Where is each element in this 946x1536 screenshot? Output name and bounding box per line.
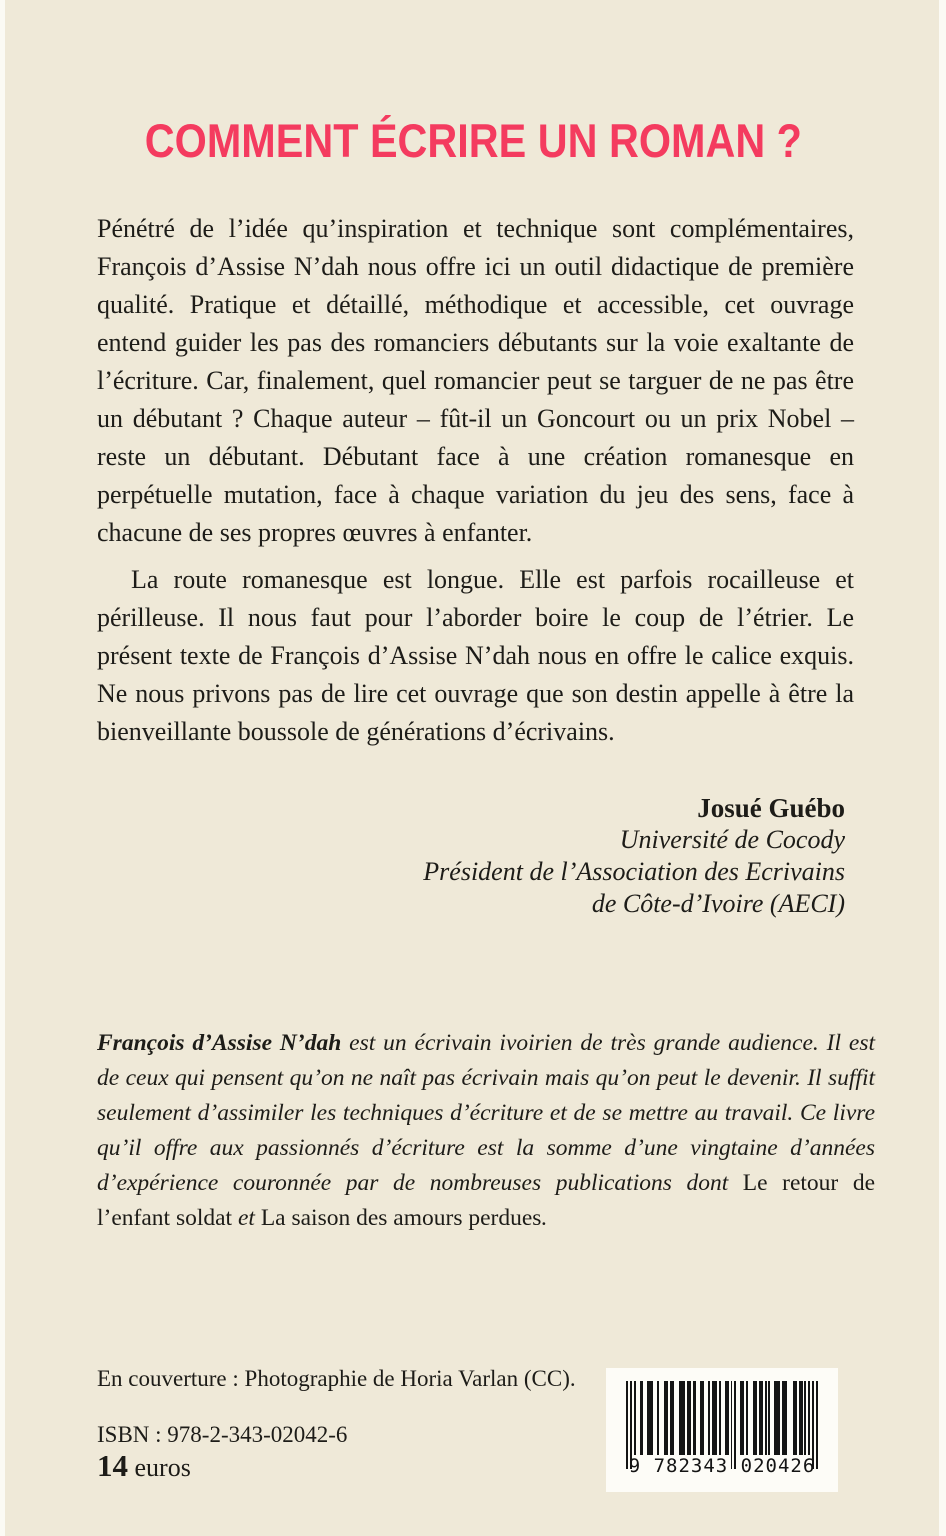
isbn-line: ISBN : 978-2-343-02042-6 [97, 1422, 348, 1447]
scan-edge-left [0, 0, 5, 1536]
signature-name: Josué Guébo [697, 793, 845, 823]
price-line [97, 1448, 191, 1484]
price-unit: euros [128, 1453, 191, 1482]
signature-affiliation-1: Université de Cocody [619, 825, 845, 854]
signature-block [225, 792, 845, 920]
barcode-number: 9 782343 020426 [628, 1455, 816, 1477]
blurb-paragraph-1: Pénétré de l’idée qu’inspiration et technique sont complémentaires, François d’Assise N’dah nous offre ici un outil didactique de première qualité. Pratique et détaillé, méthodique et accessible, cet ouvrage entend guider les pas des romanciers débutants sur la voie exaltante de l’écriture. Car, finalement, quel romancier peut se targuer de ne pas être un débutant ? Chaque auteur – fût-il un Goncourt ou un prix Nobel – reste un débutant. Débutant face à une création romanesque en perpétuelle mutation, face à chaque variation du jeu des sens, face à chacune de ses propres œuvres à enfanter. [97, 214, 854, 547]
price-amount: 14 [97, 1448, 128, 1483]
back-cover-blurb [97, 210, 854, 751]
book-title-text: COMMENT ÉCRIRE UN ROMAN ? [144, 114, 802, 168]
barcode [606, 1368, 838, 1492]
bio-conjunction: et [232, 1205, 261, 1231]
bio-text: est un écrivain ivoirien de très grande audience. Il est de ceux qui pensent qu’on ne naît pas écrivain mais qu’on peut le devenir. Il suffit seulement d’assimiler les techniques d’écriture et de se mettre au travail. Ce livre qu’il offre aux passionnés d’écriture est la somme d’une vingtaine d’années d’expérience couronnée par de nombreuses publications dont [97, 1030, 875, 1196]
book-title [0, 113, 946, 168]
book-work-1: Le retour de l’enfant soldat [97, 1170, 876, 1231]
author-bio [97, 1026, 875, 1236]
scan-edge-right [939, 0, 946, 1536]
signature-affiliation-3: de Côte-d’Ivoire (AECI) [591, 889, 845, 918]
signature-affiliation-2: Président de l’Association des Ecrivains [423, 857, 845, 886]
cover-photo-credit: En couverture : Photographie de Horia Varlan (CC). [97, 1366, 576, 1391]
book-work-2: La saison des amours perdues [260, 1205, 542, 1231]
bio-period: . [541, 1205, 548, 1231]
blurb-paragraph-2: La route romanesque est longue. Elle est parfois rocailleuse et périlleuse. Il nous faut pour l’aborder boire le coup de l’étrier. Le présent texte de François d’Assise N’dah nous en offre le calice exquis. Ne nous privons pas de lire cet ouvrage que son destin appelle à être la bienveillante boussole de générations d’écrivains. [97, 565, 854, 746]
author-name: François d’Assise N’dah [97, 1030, 342, 1056]
